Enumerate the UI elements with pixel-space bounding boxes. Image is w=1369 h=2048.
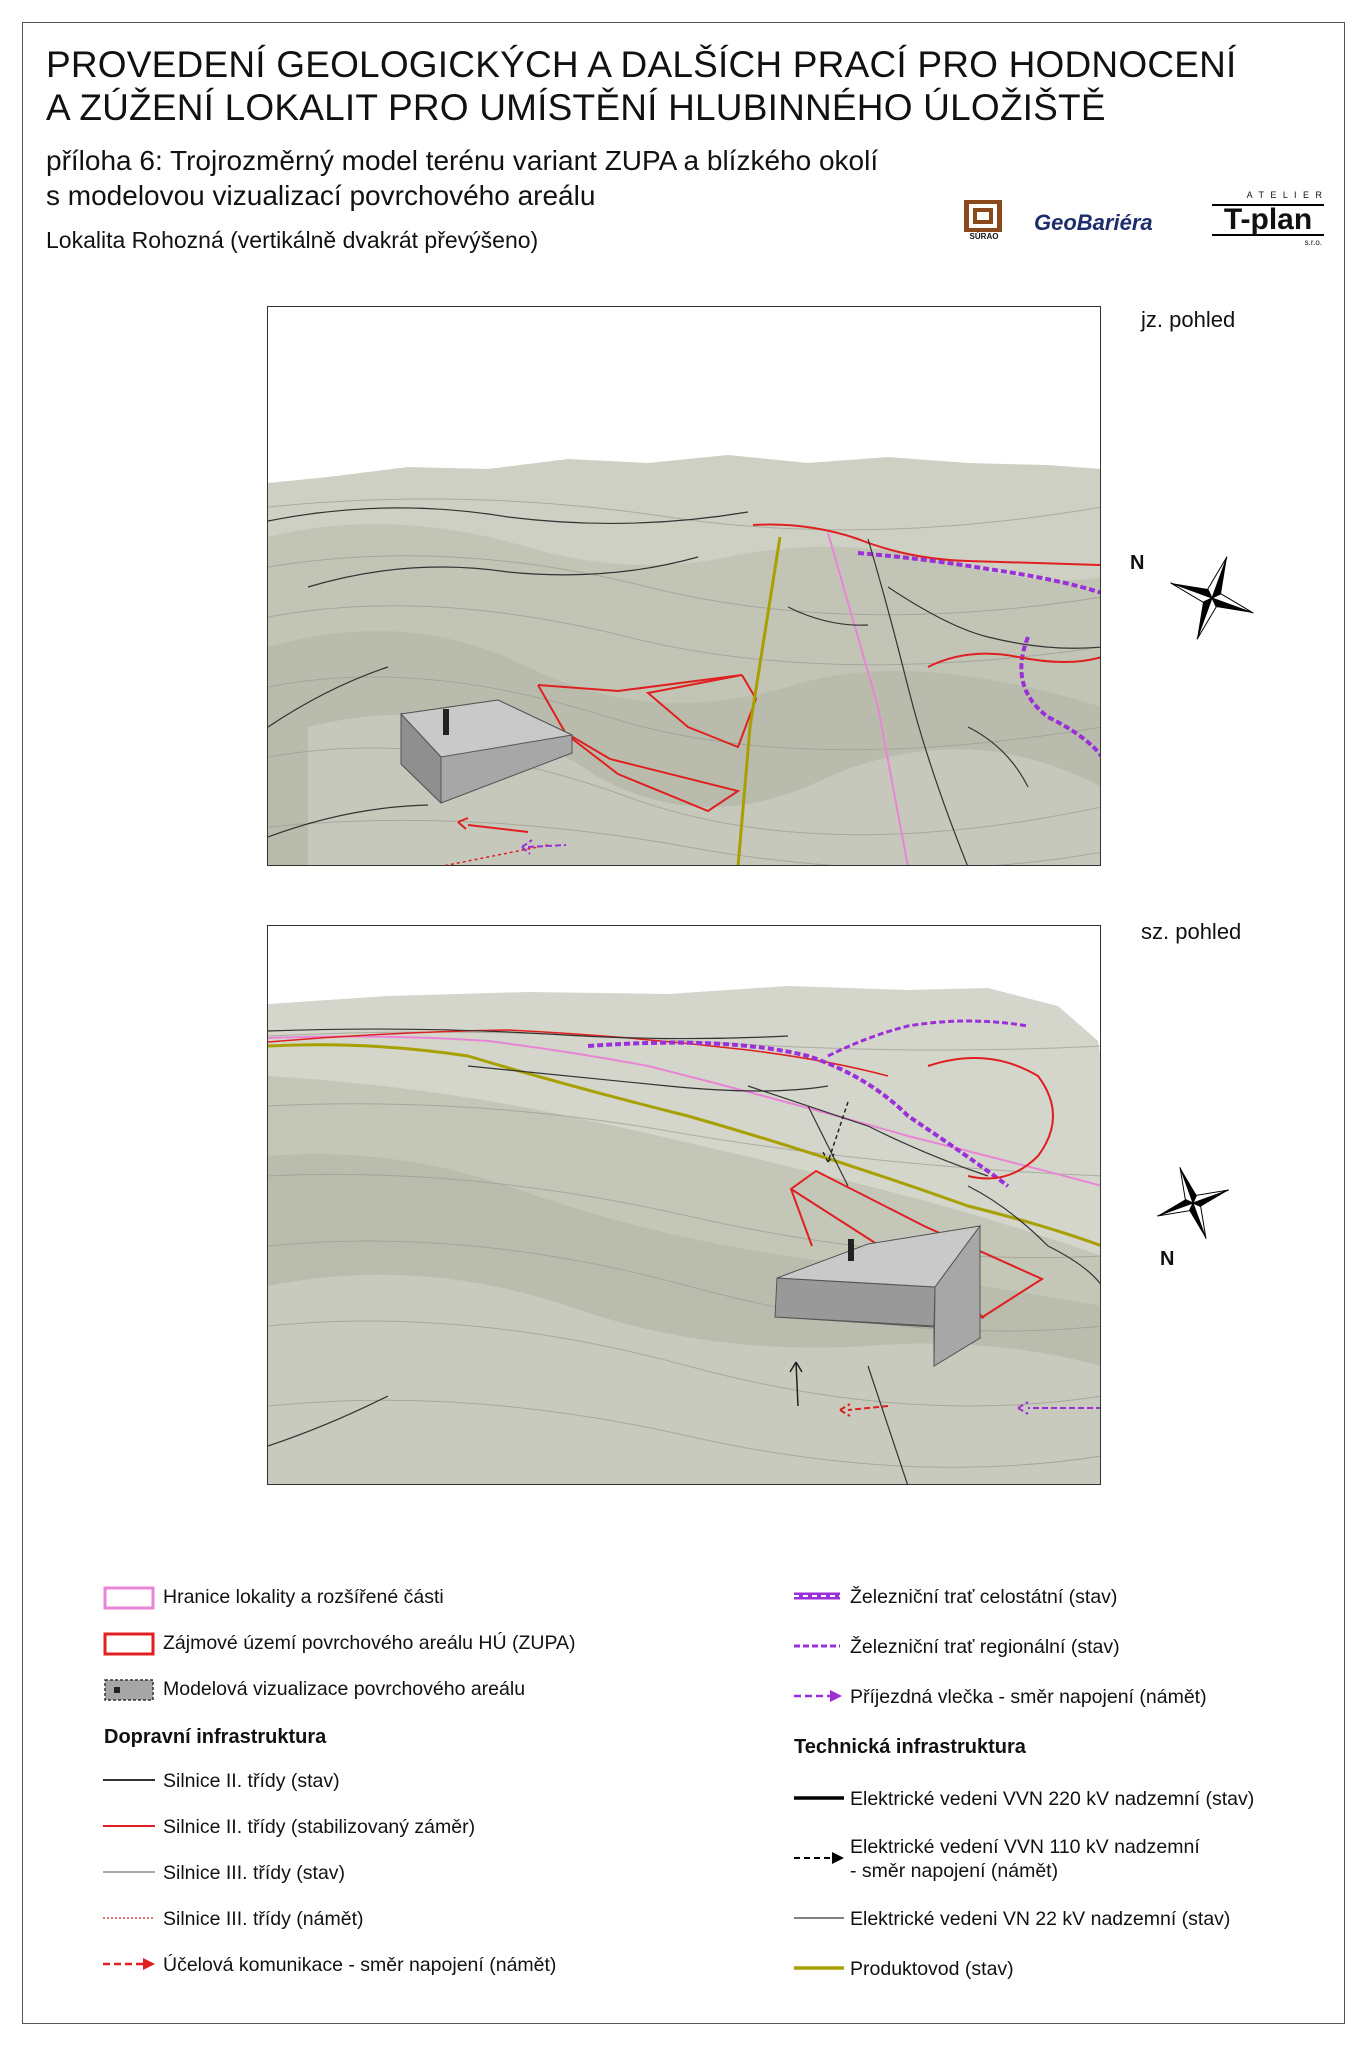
legend-symbol-road2-planned	[103, 1818, 155, 1834]
legend-symbol-pipeline	[794, 1960, 844, 1976]
legend-text-road3-idea: Silnice III. třídy (námět)	[163, 1908, 364, 1930]
legend-heading-transport: Dopravní infrastruktura	[104, 1726, 327, 1748]
surao-logo	[962, 198, 1006, 242]
terrain-view-nw	[267, 925, 1101, 1485]
north-arrow-2-label: N	[1160, 1248, 1175, 1270]
legend-text-rail-regional: Železniční trať regionální (stav)	[850, 1636, 1120, 1658]
compass-rose-icon	[1150, 1160, 1236, 1246]
legend-text-pipeline: Produktovod (stav)	[850, 1958, 1014, 1980]
legend-text-vn22: Elektrické vedeni VN 22 kV nadzemní (stav)	[850, 1908, 1231, 1930]
legend-symbol-model	[103, 1678, 155, 1702]
legend-symbol-access-road	[103, 1956, 155, 1972]
legend-symbol-vvn110	[794, 1850, 844, 1866]
legend-text-rail-national: Železniční trať celostátní (stav)	[850, 1586, 1118, 1608]
subtitle-line-2: s modelovou vizualizací povrchového areálu	[46, 180, 596, 211]
geobariera-logo: GeoBariéra	[1034, 210, 1153, 235]
tplan-logo-main: T-plan	[1212, 204, 1324, 236]
tplan-logo-small: s.r.o.	[1304, 238, 1322, 247]
legend-text-road3: Silnice III. třídy (stav)	[163, 1862, 346, 1884]
legend-symbol-zupa	[103, 1632, 155, 1656]
legend-symbol-road3-idea	[103, 1910, 155, 1926]
legend-text-road2-planned: Silnice II. třídy (stabilizovaný záměr)	[163, 1816, 476, 1838]
legend-symbol-road2	[103, 1772, 155, 1788]
legend-symbol-siding	[794, 1688, 842, 1704]
legend-text-vvn110: Elektrické vedení VVN 110 kV nadzemní	[850, 1836, 1200, 1858]
title-line-2: A ZÚŽENÍ LOKALIT PRO UMÍSTĚNÍ HLUBINNÉHO ÚLOŽIŠTĚ	[46, 87, 1106, 128]
legend-text-vvn220: Elektrické vedeni VVN 220 kV nadzemní (stav)	[850, 1788, 1255, 1810]
terrain-view-sw	[267, 306, 1101, 866]
title-line-1: PROVEDENÍ GEOLOGICKÝCH A DALŠÍCH PRACÍ PRO HODNOCENÍ	[46, 44, 1237, 85]
legend-text-model: Modelová vizualizace povrchového areálu	[163, 1678, 526, 1700]
locality-label: Lokalita Rohozná (vertikálně dvakrát převýšeno)	[46, 227, 539, 253]
subtitle-line-1: příloha 6: Trojrozměrný model terénu variant ZUPA a blízkého okolí	[46, 145, 879, 176]
legend-symbol-boundary	[103, 1586, 155, 1610]
legend-symbol-rail-national	[794, 1588, 840, 1604]
legend-symbol-road3	[103, 1864, 155, 1880]
view-2-label: sz. pohled	[1141, 919, 1242, 944]
legend-text-boundary: Hranice lokality a rozšířené části	[163, 1586, 444, 1608]
legend-text-zupa: Zájmové území povrchového areálu HÚ (ZUPA)	[163, 1632, 576, 1654]
legend-heading-tech: Technická infrastruktura	[794, 1736, 1026, 1758]
tplan-logo-top: A T E L I E R	[1246, 190, 1324, 200]
compass-rose-icon	[1162, 548, 1262, 648]
legend-symbol-vn22	[794, 1910, 844, 1926]
legend-symbol-rail-regional	[794, 1638, 840, 1654]
legend-text-road2: Silnice II. třídy (stav)	[163, 1770, 340, 1792]
legend-text-siding: Příjezdná vlečka - směr napojení (námět)	[850, 1686, 1207, 1708]
legend-text-access-road: Účelová komunikace - směr napojení (námět)	[163, 1954, 557, 1976]
tplan-logo	[1212, 190, 1324, 252]
view-1-label: jz. pohled	[1141, 307, 1236, 332]
legend-text-vvn110-line2: - směr napojení (námět)	[850, 1860, 1059, 1882]
legend-symbol-vvn220	[794, 1790, 844, 1806]
north-arrow-1-label: N	[1130, 552, 1145, 574]
surao-logo-text: SÚRAO	[969, 232, 999, 241]
